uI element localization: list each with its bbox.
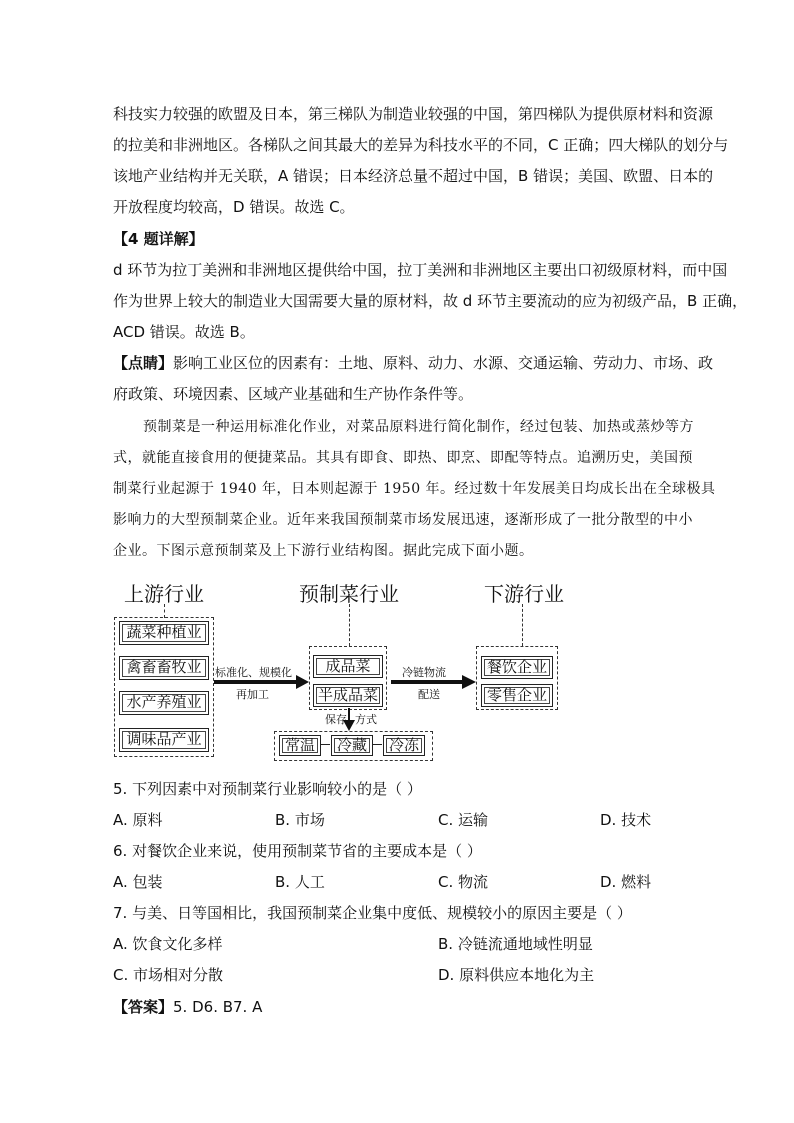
option: B. 市场 [275, 811, 325, 829]
option: B. 冷链流通地域性明显 [438, 935, 593, 953]
material-line: 企业。下图示意预制菜及上下游行业结构图。据此完成下面小题。 [113, 543, 534, 559]
storage-item: 冷冻 [383, 735, 425, 756]
middle-item: 半成品菜 [313, 684, 383, 707]
downstream-item: 餐饮企业 [481, 656, 553, 679]
option: A. 原料 [113, 811, 163, 829]
storage-connector [373, 744, 382, 745]
question-stem: 7. 与美、日等国相比，我国预制菜企业集中度低、规模较小的原因主要是（ ） [113, 904, 632, 922]
option: C. 运输 [438, 811, 489, 829]
q4-heading: 【4 题详解】 [113, 230, 204, 248]
middle-item: 成品菜 [313, 655, 383, 678]
explanation-line: 科技实力较强的欧盟及日本，第三梯队为制造业较强的中国，第四梯队为提供原材料和资源 [113, 105, 714, 123]
upstream-item: 调味品产业 [119, 728, 209, 752]
storage-label-right: 方式 [355, 713, 377, 726]
upstream-item: 蔬菜种植业 [119, 621, 209, 645]
arrow2-bottom-label: 配送 [418, 688, 440, 701]
explanation-line: 该地产业结构并无关联，A 错误；日本经济总量不超过中国，B 错误；美国、欧盟、日本的 [113, 167, 714, 185]
arrow1-bottom-label: 再加工 [236, 688, 269, 701]
material-line: 影响力的大型预制菜企业。近年来我国预制菜市场发展迅速，逐渐形成了一批分散型的中小 [113, 512, 693, 528]
tip-text: 影响工业区位的因素有：土地、原料、动力、水源、交通运输、劳动力、市场、政 [173, 354, 714, 372]
explanation-line: 开放程度均较高，D 错误。故选 C。 [113, 198, 355, 216]
answer-label: 【答案】 [113, 998, 174, 1016]
option: D. 技术 [600, 811, 652, 829]
answer-line [113, 992, 683, 1023]
downstream-item: 零售企业 [481, 684, 553, 707]
material-line: 式，就能直接食用的便捷菜品。其具有即食、即热、即烹、即配等特点。追溯历史，美国预 [113, 450, 693, 466]
upstream-title: 上游行业 [124, 582, 204, 606]
option: A. 包装 [113, 873, 163, 891]
option: A. 饮食文化多样 [113, 935, 223, 953]
question-stem: 6. 对餐饮企业来说，使用预制菜节省的主要成本是（ ） [113, 842, 482, 860]
option: B. 人工 [275, 873, 325, 891]
answer-text: 5. D6. B7. A [173, 998, 263, 1016]
upstream-item: 水产养殖业 [119, 691, 209, 715]
explanation-line: d 环节为拉丁美洲和非洲地区提供给中国，拉丁美洲和非洲地区主要出口初级原材料，而中国 [113, 261, 728, 279]
option: C. 市场相对分散 [113, 966, 224, 984]
storage-connector [321, 744, 330, 745]
material-line: 制菜行业起源于 1940 年，日本则起源于 1950 年。经过数十年发展美日均成长出在全球极具 [113, 481, 716, 497]
question-stem: 5. 下列因素中对预制菜行业影响较小的是（ ） [113, 780, 422, 798]
option: D. 燃料 [600, 873, 652, 891]
downstream-title: 下游行业 [484, 582, 564, 606]
middle-title: 预制菜行业 [299, 582, 399, 606]
upstream-item: 禽畜畜牧业 [119, 656, 209, 680]
tip-label: 【点睛】 [113, 354, 174, 372]
storage-item: 冷藏 [331, 735, 373, 756]
storage-item: 常温 [279, 735, 321, 756]
option: C. 物流 [438, 873, 489, 891]
explanation-line: ACD 错误。故选 B。 [113, 323, 255, 341]
tip-line: 府政策、环境因素、区域产业基础和生产协作条件等。 [113, 385, 474, 403]
explanation-line: 作为世界上较大的制造业大国需要大量的原材料，故 d 环节主要流动的应为初级产品，B 正确， [113, 292, 748, 310]
arrow2-top-label: 冷链物流 [402, 666, 446, 679]
material-line: 预制菜是一种运用标准化作业，对菜品原料进行简化制作，经过包装、加热或蒸炒等方 [143, 419, 694, 435]
option: D. 原料供应本地化为主 [438, 966, 595, 984]
explanation-line: 的拉美和非洲地区。各梯队之间其最大的差异为科技水平的不同，C 正确；四大梯队的划分与 [113, 136, 729, 154]
arrow1-top-label: 标准化、规模化 [215, 666, 292, 679]
storage-label-left: 保存 [325, 713, 347, 726]
